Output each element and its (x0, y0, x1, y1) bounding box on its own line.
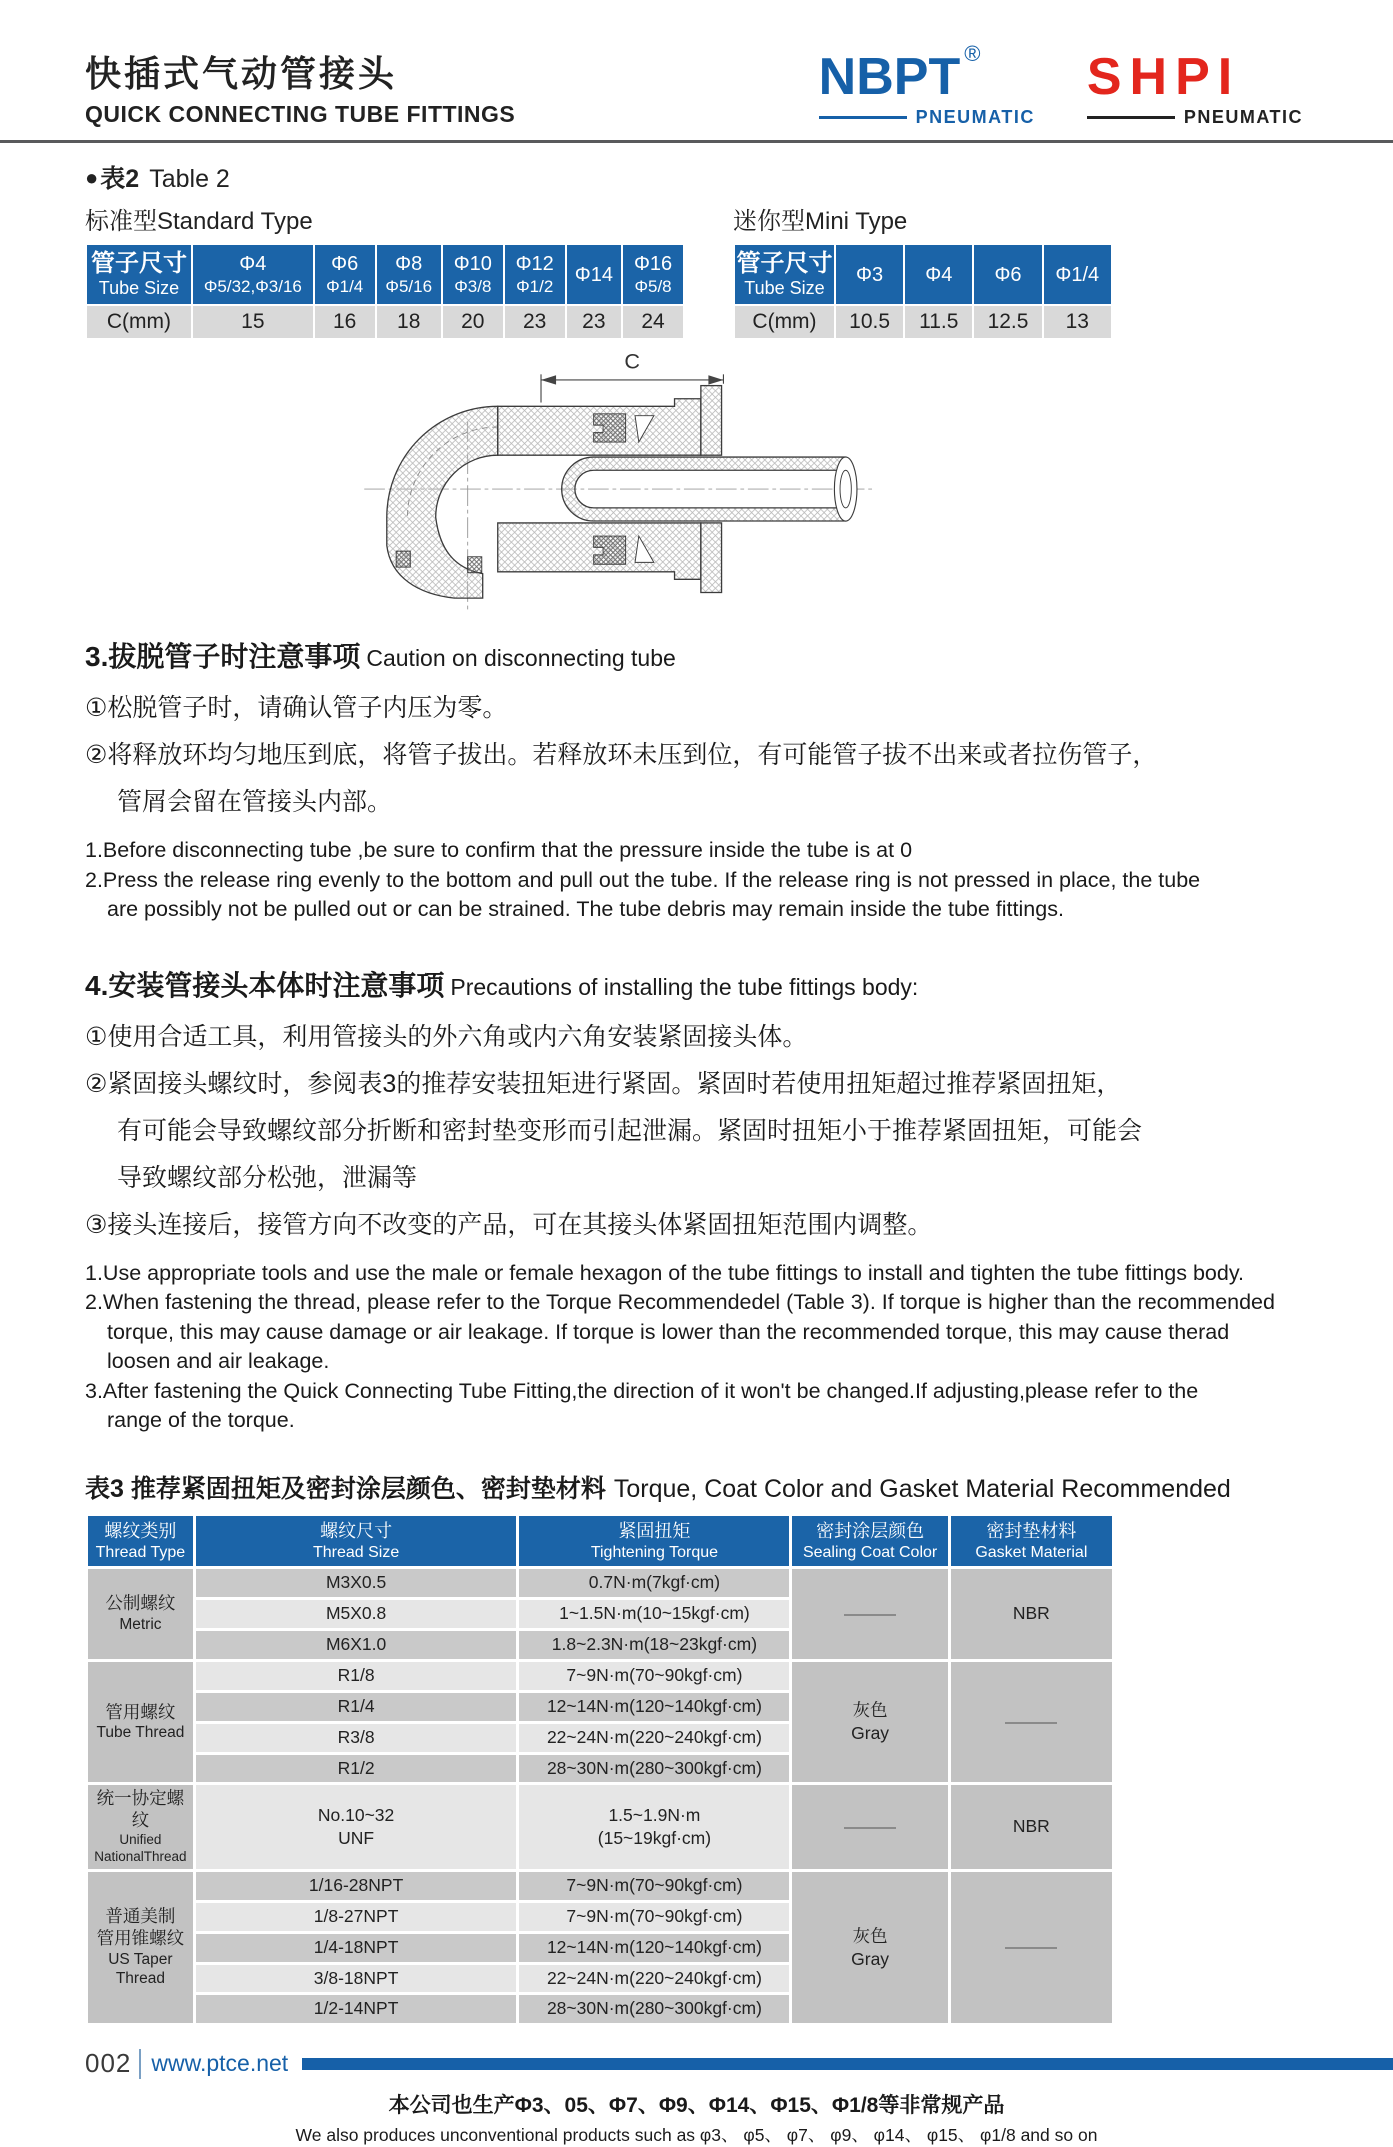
section-4-heading (85, 964, 1308, 1004)
diagram-block (340, 348, 940, 621)
torque-table (85, 1513, 1115, 2027)
table3-section (0, 1469, 1393, 2027)
thread-size-cell: 1/16-28NPT (196, 1872, 517, 1900)
gasket-material-cell (951, 1662, 1112, 1783)
mini-col-header: Φ4 (905, 245, 972, 304)
o-ring-left (396, 551, 410, 567)
mini-type-block (733, 201, 1113, 340)
table-row (88, 1662, 1112, 1690)
standard-c-row (87, 306, 683, 338)
group-label-unf: 统一协定螺纹 Unified NationalThread (88, 1785, 193, 1869)
torque-cell: 12~14N·m(120~140kgf·cm) (519, 1693, 789, 1721)
thread-size-cell: R1/2 (196, 1755, 517, 1783)
bullet-icon: ● (85, 165, 99, 190)
precaution-item-zh: ③接头连接后，接管方向不改变的产品，可在其接头体紧固扭矩范围内调整。 (85, 1210, 933, 1239)
footer-bar (302, 2058, 1393, 2070)
page-header (0, 0, 1393, 128)
nbpt-wordmark: NBPT (818, 48, 961, 106)
standard-col-header: Φ6 Φ1/4 (315, 245, 375, 304)
col-header-sealing-coat-color: 密封涂层颜色 Sealing Coat Color (792, 1516, 947, 1567)
table2-heading (85, 159, 1308, 195)
caution-item-zh: 管屑会留在管接头内部。 (117, 788, 393, 817)
footer-separator (139, 2049, 141, 2079)
torque-cell: 7~9N·m(70~90kgf·cm) (519, 1872, 789, 1900)
mini-corner-header: 管子尺寸 Tube Size (735, 245, 834, 304)
title-block (85, 46, 515, 128)
c-value: 20 (443, 306, 503, 338)
sealing-color-cell (792, 1785, 947, 1869)
torque-cell: 1~1.5N·m(10~15kgf·cm) (519, 1600, 789, 1628)
c-value: 23 (567, 306, 621, 338)
thread-size-cell: M5X0.8 (196, 1600, 517, 1628)
thread-size-cell: 1/8-27NPT (196, 1903, 517, 1931)
dash-placeholder (1005, 1722, 1057, 1724)
table3-title (85, 1469, 1308, 1505)
c-value: 15 (193, 306, 313, 338)
group-label-tube-thread: 管用螺纹 Tube Thread (88, 1662, 193, 1783)
dash-placeholder (844, 1614, 896, 1616)
caution-item-zh: ②将释放环均匀地压到底，将管子拔出。若释放环未压到位，有可能管子拔不出来或者拉伤管子， (85, 741, 1158, 770)
precaution-item-en: 3.After fastening the Quick Connecting Tube Fitting,the direction of it won't be changed.If adjusting,please refer to the (85, 1378, 1199, 1403)
o-ring-right (468, 557, 482, 573)
section-3-heading (85, 635, 1308, 675)
shpi-underline-bar (1087, 116, 1175, 119)
c-value: 10.5 (836, 306, 903, 338)
c-value: 11.5 (905, 306, 972, 338)
thread-size-cell: M3X0.5 (196, 1569, 517, 1597)
table-row (88, 1785, 1112, 1869)
thread-size-cell: No.10~32 UNF (196, 1785, 517, 1869)
torque-cell: 1.8~2.3N·m(18~23kgf·cm) (519, 1631, 789, 1659)
page-title-zh: 快插式气动管接头 (85, 53, 398, 94)
release-ring-top (701, 386, 722, 456)
page-title-en: QUICK CONNECTING TUBE FITTINGS (85, 101, 516, 127)
standard-col-header: Φ4 Φ5/32,Φ3/16 (193, 245, 313, 304)
tube-bore-end (840, 470, 851, 508)
page-footer (0, 2048, 1393, 2147)
precaution-item-en: loosen and air leakage. (107, 1349, 330, 1374)
dim-arrow-left (541, 375, 556, 384)
torque-cell: 7~9N·m(70~90kgf·cm) (519, 1903, 789, 1931)
col-header-thread-size: 螺纹尺寸 Thread Size (196, 1516, 517, 1567)
standard-col-header: Φ16 Φ5/8 (623, 245, 683, 304)
c-value: 16 (315, 306, 375, 338)
mini-col-header: Φ6 (974, 245, 1041, 304)
col-header-thread-type: 螺纹类别 Thread Type (88, 1516, 193, 1567)
caution-item-en: 1.Before disconnecting tube ,be sure to confirm that the pressure inside the tube is at 0 (85, 838, 913, 863)
caution-item-en: 2.Press the release ring evenly to the bottom and pull out the tube. If the release ring is not pressed in place, the tube (85, 867, 1201, 892)
table-row (88, 1872, 1112, 1900)
footer-note-zh: 本公司也生产Φ3、05、Φ7、Φ9、Φ14、Φ15、Φ1/8等非常规产品 (388, 2094, 1005, 2118)
torque-cell: 22~24N·m(220~240kgf·cm) (519, 1724, 789, 1752)
table3-title-zh: 表3 推荐紧固扭矩及密封涂层颜色、密封垫材料 (85, 1474, 606, 1503)
caution-item-zh: ①松脱管子时，请确认管子内压为零。 (85, 694, 508, 723)
thread-size-cell: 3/8-18NPT (196, 1965, 517, 1993)
c-row-label: C(mm) (735, 306, 834, 338)
website-url: www.ptce.net (151, 2050, 289, 2077)
mini-type-label: 迷你型Mini Type (733, 208, 908, 235)
fitting-upper-wall (498, 399, 701, 455)
table2-label-en: Table 2 (149, 165, 230, 193)
precaution-item-zh: 导致螺纹部分松弛，泄漏等 (117, 1163, 418, 1192)
col-header-gasket-material: 密封垫材料 Gasket Material (951, 1516, 1112, 1567)
section-4-heading-en: Precautions of installing the tube fittings body: (450, 973, 919, 1000)
gasket-material-cell (951, 1872, 1112, 2023)
table2-section (0, 143, 1393, 340)
precaution-item-zh: 有可能会导致螺纹部分折断和密封垫变形而引起泄漏。紧固时扭矩小于推荐紧固扭矩，可能会 (117, 1116, 1143, 1145)
torque-table-header-row (88, 1516, 1112, 1567)
precaution-item-zh: ②紧固接头螺纹时，参阅表3的推荐安装扭矩进行紧固。紧固时若使用扭矩超过推荐紧固扭矩， (85, 1069, 1122, 1098)
dimension-label-c: C (624, 348, 641, 374)
torque-cell: 28~30N·m(280~300kgf·cm) (519, 1995, 789, 2023)
group-label-us-taper: 普通美制 管用锥螺纹 US Taper Thread (88, 1872, 193, 2023)
torque-cell: 1.5~1.9N·m (15~19kgf·cm) (519, 1785, 789, 1869)
thread-size-cell: 1/2-14NPT (196, 1995, 517, 2023)
nbpt-underline-bar (819, 116, 907, 119)
standard-col-header: Φ8 Φ5/16 (377, 245, 441, 304)
shpi-subtitle: PNEUMATIC (1183, 107, 1303, 127)
precaution-item-zh: ①使用合适工具，利用管接头的外六角或内六角安装紧固接头体。 (85, 1022, 808, 1051)
precaution-item-en: range of the torque. (107, 1408, 295, 1433)
section-3-heading-en: Caution on disconnecting tube (366, 645, 676, 672)
dash-placeholder (1005, 1947, 1057, 1949)
nbpt-logo (818, 41, 1035, 128)
section-3 (0, 635, 1393, 924)
gasket-material-cell: NBR (951, 1569, 1112, 1659)
gasket-material-cell: NBR (951, 1785, 1112, 1869)
section-3-heading-zh: 3.拔脱管子时注意事项 (85, 641, 361, 673)
c-value: 24 (623, 306, 683, 338)
mini-c-row (735, 306, 1111, 338)
standard-col-header: Φ10 Φ3/8 (443, 245, 503, 304)
c-value: 12.5 (974, 306, 1041, 338)
dash-placeholder (844, 1827, 896, 1829)
section-4-heading-zh: 4.安装管接头本体时注意事项 (85, 969, 445, 1001)
thread-size-cell: M6X1.0 (196, 1631, 517, 1659)
torque-cell: 7~9N·m(70~90kgf·cm) (519, 1662, 789, 1690)
page-number: 002 (85, 2048, 132, 2079)
standard-type-table (85, 243, 685, 340)
table-row (88, 1569, 1112, 1597)
shpi-logo (1086, 48, 1303, 128)
shpi-wordmark: SHPI (1086, 48, 1241, 106)
precaution-item-en: 1.Use appropriate tools and use the male or female hexagon of the tube fittings to install and tighten the tube fittings body. (85, 1260, 1244, 1285)
c-value: 13 (1044, 306, 1111, 338)
c-value: 18 (377, 306, 441, 338)
thread-size-cell: R1/8 (196, 1662, 517, 1690)
c-row-label: C(mm) (87, 306, 191, 338)
table2-label-zh: 表2 (100, 165, 140, 193)
c-value: 23 (505, 306, 565, 338)
sealing-color-cell: 灰色 Gray (792, 1662, 947, 1783)
sealing-color-cell: 灰色 Gray (792, 1872, 947, 2023)
standard-type-block (85, 201, 685, 340)
torque-cell: 12~14N·m(120~140kgf·cm) (519, 1934, 789, 1962)
brand-logos (818, 41, 1303, 128)
torque-cell: 22~24N·m(220~240kgf·cm) (519, 1965, 789, 1993)
standard-col-header: Φ12 Φ1/2 (505, 245, 565, 304)
fitting-cross-section-diagram (340, 348, 900, 616)
thread-size-cell: 1/4-18NPT (196, 1934, 517, 1962)
fitting-lower-wall (498, 523, 701, 579)
torque-cell: 28~30N·m(280~300kgf·cm) (519, 1755, 789, 1783)
col-header-tightening-torque: 紧固扭矩 Tightening Torque (519, 1516, 789, 1567)
mini-col-header: Φ3 (836, 245, 903, 304)
standard-col-header: Φ14 (567, 245, 621, 304)
sealing-color-cell (792, 1569, 947, 1659)
footer-note-en: We also produces unconventional products such as φ3、 φ5、 φ7、 φ9、 φ14、 φ15、 φ1/8 and so on (295, 2125, 1098, 2146)
release-ring-bottom (701, 523, 722, 593)
section-4 (0, 964, 1393, 1435)
table3-title-en: Torque, Coat Color and Gasket Material Recommended (613, 1474, 1231, 1503)
mini-col-header: Φ1/4 (1044, 245, 1111, 304)
mini-type-table (733, 243, 1113, 340)
thread-size-cell: R3/8 (196, 1724, 517, 1752)
precaution-item-en: 2.When fastening the thread, please refer to the Torque Recommendedel (Table 3). If torque is higher than the recommended (85, 1290, 1275, 1315)
registered-trademark-icon: ® (964, 41, 981, 66)
precaution-item-en: torque, this may cause damage or air leakage. If torque is lower than the recommended torque, this may cause therad (107, 1319, 1230, 1344)
dim-arrow-right (708, 375, 723, 384)
torque-cell: 0.7N·m(7kgf·cm) (519, 1569, 789, 1597)
standard-type-label: 标准型Standard Type (85, 208, 313, 235)
thread-size-cell: R1/4 (196, 1693, 517, 1721)
group-label-metric: 公制螺纹 Metric (88, 1569, 193, 1659)
caution-item-en: are possibly not be pulled out or can be strained. The tube debris may remain inside the tube fittings. (107, 897, 1064, 922)
nbpt-subtitle: PNEUMATIC (915, 107, 1035, 127)
standard-corner-header: 管子尺寸 Tube Size (87, 245, 191, 304)
